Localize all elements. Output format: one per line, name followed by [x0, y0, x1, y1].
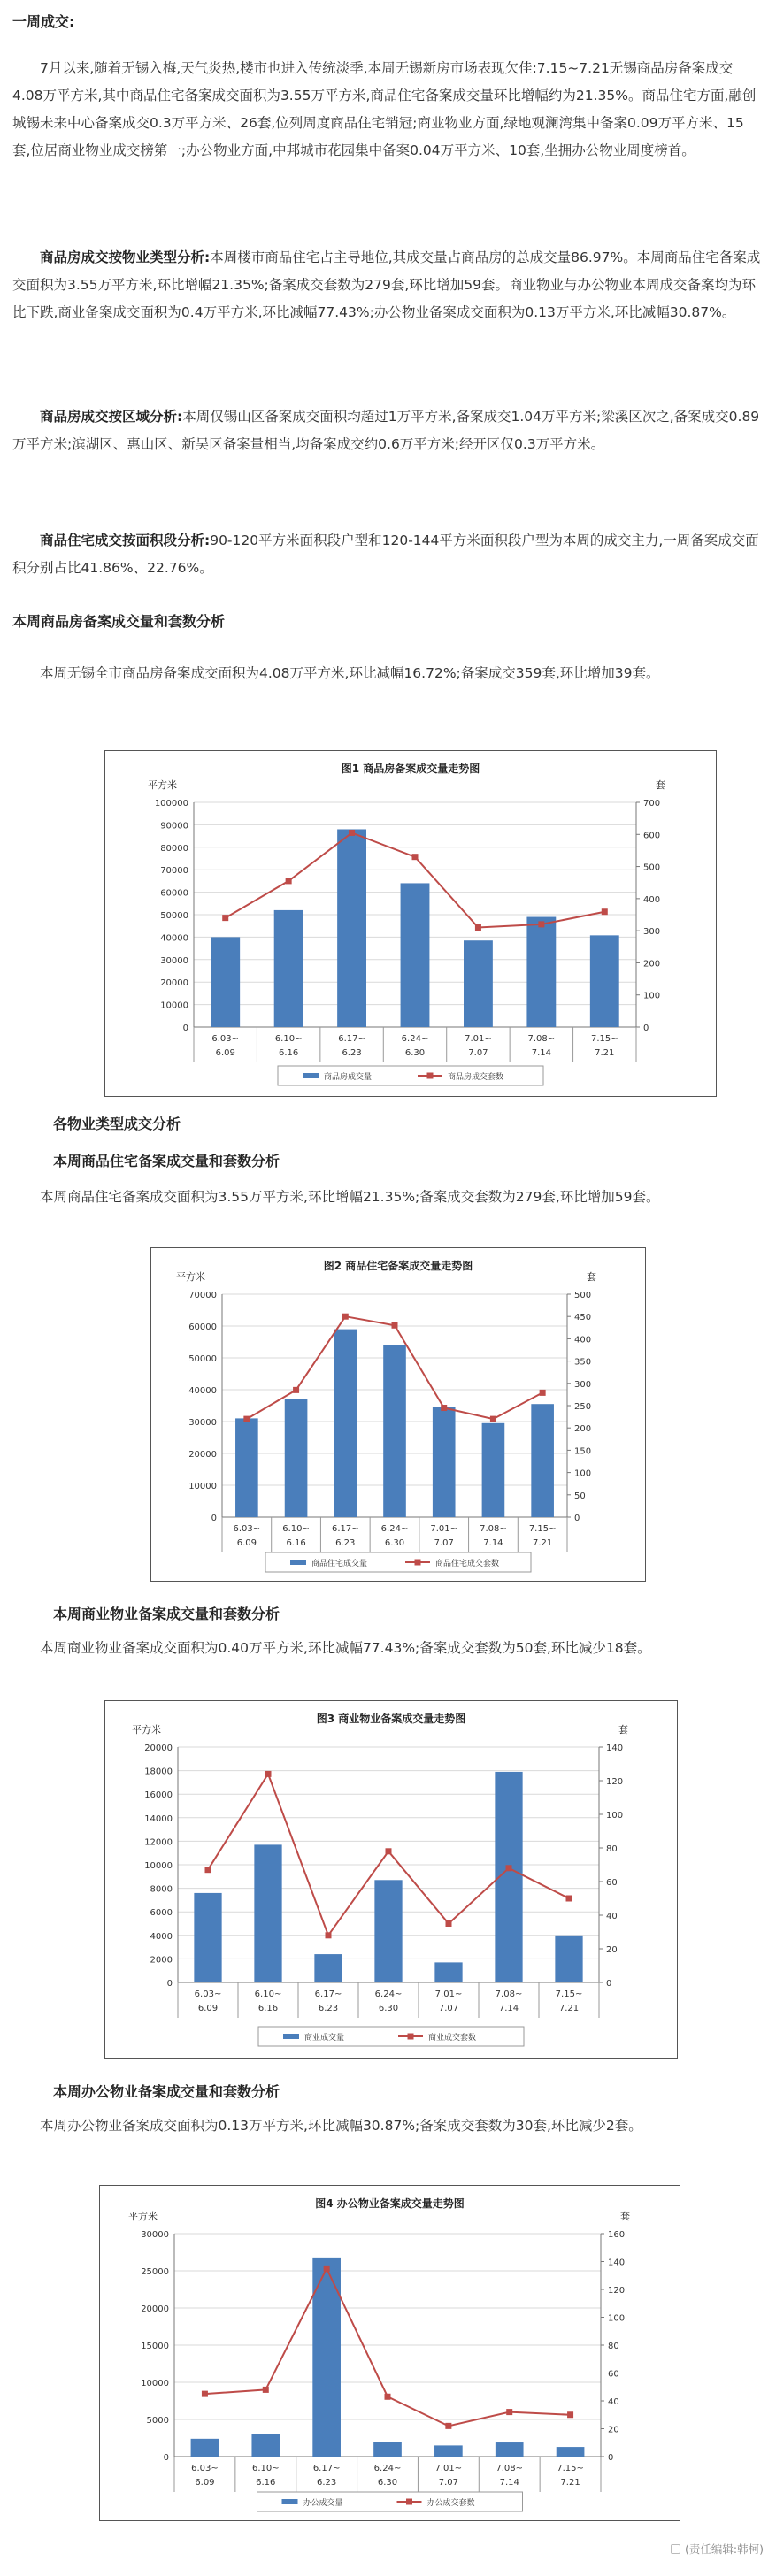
- line-point: [202, 2391, 208, 2397]
- s4-paragraph: 本周办公物业备案成交面积为0.13万平方米,环比减幅30.87%;备案成交套数为30套,环比减少2套。: [40, 2118, 642, 2134]
- x-tick-label: 6.16: [256, 2478, 276, 2488]
- y-left-tick-label: 10000: [144, 1861, 173, 1871]
- y-left-tick-label: 50000: [188, 1354, 217, 1364]
- y-right-tick-label: 300: [574, 1379, 592, 1390]
- line-point: [538, 921, 544, 927]
- y-left-tick-label: 5000: [146, 2416, 169, 2426]
- legend-line-marker: [427, 1073, 434, 1079]
- x-tick-label: 6.23: [335, 1538, 356, 1548]
- x-tick-label: 7.08~: [495, 1990, 523, 1999]
- area-analysis-text: 本周仅锡山区备案成交面积均超过1万平方米,备案成交1.04万平方米;梁溪区次之,备案成交0.89万平方米;滨湖区、惠山区、新吴区备案量相当,均备案成交约0.6万平方米;经开区仅0.3万平方米。: [12, 409, 760, 452]
- legend-line-label: 办公成交套数: [426, 2499, 475, 2508]
- y-right-tick-label: 80: [608, 2342, 619, 2351]
- x-tick-label: 6.23: [342, 1048, 362, 1058]
- x-tick-label: 6.23: [317, 2478, 337, 2488]
- line-point: [222, 915, 228, 921]
- y-right-tick-label: 80: [606, 1844, 618, 1854]
- y-right-tick-label: 100: [574, 1468, 592, 1479]
- y-axis-left-label: 平方米: [132, 1724, 161, 1736]
- line-point: [490, 1416, 496, 1422]
- line-point: [506, 2409, 512, 2415]
- bar: [285, 1399, 308, 1517]
- y-left-tick-label: 60000: [188, 1322, 217, 1332]
- bar: [383, 1346, 406, 1517]
- y-left-tick-label: 0: [163, 2453, 169, 2463]
- y-left-tick-label: 14000: [144, 1813, 173, 1824]
- y-left-tick-label: 6000: [150, 1908, 173, 1919]
- y-left-tick-label: 20000: [141, 2304, 169, 2314]
- bar: [274, 910, 303, 1027]
- y-left-tick-label: 50000: [160, 911, 188, 921]
- bar: [590, 935, 619, 1027]
- bar: [555, 1936, 582, 1982]
- y-axis-left-label: 平方米: [148, 779, 177, 791]
- line-point: [324, 2266, 330, 2272]
- type-analysis-text: 本周楼市商品住宅占主导地位,其成交量占商品房的总成交量86.97%。本周商品住宅备案成交面积为3.55万平方米,环比增幅21.35%;备案成交套数为279套,环比增加59套。商业物业与办公物业本周成交备案均为环比下跌,商业备案成交面积为0.4万平方米,环比减幅77.43%;办公物业备案成交面积为0.13万平方米,环比减幅30.87%。: [12, 249, 761, 320]
- line-point: [349, 830, 355, 836]
- legend-line-marker: [415, 1560, 421, 1566]
- line-point: [446, 1920, 452, 1927]
- x-tick-label: 6.09: [195, 2478, 215, 2488]
- chart-3: [104, 1700, 678, 2059]
- y-right-tick-label: 0: [606, 1979, 612, 1989]
- chart-4: [99, 2185, 680, 2521]
- y-left-tick-label: 0: [166, 1979, 173, 1989]
- y-left-tick-label: 10000: [188, 1482, 217, 1491]
- y-axis-right-label: 套: [587, 1271, 596, 1283]
- chart-2-svg: [151, 1248, 645, 1581]
- legend-line-label: 商品房成交套数: [448, 1073, 504, 1082]
- x-tick-label: 6.10~: [282, 1524, 310, 1534]
- y-left-tick-label: 70000: [160, 866, 188, 877]
- section-title-week: 一周成交:: [12, 13, 75, 30]
- x-tick-label: 6.16: [286, 1538, 306, 1548]
- line-point: [566, 1896, 572, 1902]
- y-left-tick-label: 30000: [160, 955, 188, 966]
- bar: [433, 1407, 456, 1517]
- x-tick-label: 7.07: [438, 2004, 459, 2013]
- bar: [557, 2447, 585, 2457]
- y-left-tick-label: 16000: [144, 1790, 173, 1801]
- chart-1-svg: [105, 751, 716, 1096]
- x-tick-label: 7.15~: [528, 1524, 557, 1534]
- y-right-tick-label: 200: [574, 1424, 592, 1435]
- bar: [374, 1880, 402, 1982]
- y-right-tick-label: 0: [643, 1024, 649, 1033]
- bar: [334, 1330, 357, 1517]
- x-tick-label: 6.03~: [233, 1524, 261, 1534]
- x-tick-label: 6.03~: [211, 1034, 240, 1044]
- section-title-s2: 各物业类型成交分析: [53, 1116, 181, 1132]
- x-tick-label: 6.10~: [274, 1034, 303, 1044]
- chart-title: 图2 商品住宅备案成交量走势图: [323, 1260, 473, 1272]
- bar: [464, 940, 493, 1027]
- y-left-tick-label: 70000: [188, 1291, 217, 1300]
- x-tick-label: 6.03~: [191, 2464, 219, 2473]
- y-left-tick-label: 0: [182, 1024, 188, 1033]
- y-left-tick-label: 30000: [188, 1418, 217, 1428]
- x-tick-label: 7.01~: [434, 2464, 463, 2473]
- y-right-tick-label: 250: [574, 1402, 592, 1412]
- y-left-tick-label: 4000: [150, 1931, 173, 1942]
- size-analysis-paragraph: [12, 527, 761, 582]
- y-left-tick-label: 40000: [188, 1386, 217, 1396]
- y-right-tick-label: 60: [608, 2369, 619, 2380]
- section-title-s3: 本周商业物业备案成交量和套数分析: [53, 1606, 280, 1622]
- x-tick-label: 7.07: [434, 1538, 454, 1548]
- y-left-tick-label: 80000: [160, 843, 188, 854]
- x-tick-label: 7.14: [498, 2004, 519, 2013]
- y-right-tick-label: 400: [643, 894, 661, 905]
- x-tick-label: 7.01~: [430, 1524, 458, 1534]
- x-tick-label: 7.21: [558, 2004, 580, 2013]
- x-tick-label: 6.24~: [401, 1034, 429, 1044]
- legend-line-label: 商品住宅成交套数: [435, 1560, 500, 1568]
- bar: [531, 1404, 554, 1517]
- y-right-tick-label: 450: [574, 1313, 592, 1323]
- x-tick-label: 6.24~: [373, 2464, 402, 2473]
- document-icon: [671, 2544, 680, 2554]
- x-tick-label: 7.21: [595, 1048, 615, 1058]
- x-tick-label: 7.07: [438, 2478, 458, 2488]
- x-tick-label: 7.21: [533, 1538, 553, 1548]
- x-tick-label: 6.16: [257, 2004, 279, 2013]
- line-point: [205, 1867, 211, 1873]
- x-tick-label: 6.30: [378, 2004, 399, 2013]
- size-analysis-lead: 商品住宅成交按面积段分析:: [40, 533, 211, 548]
- x-tick-label: 7.14: [483, 1538, 503, 1548]
- x-tick-label: 7.21: [560, 2478, 580, 2488]
- y-right-tick-label: 0: [608, 2453, 614, 2463]
- line-point: [602, 908, 608, 915]
- x-tick-label: 6.30: [384, 1538, 405, 1548]
- y-left-tick-label: 10000: [160, 1000, 188, 1011]
- bar: [254, 1844, 281, 1982]
- legend-bar-label: 商业成交量: [304, 2034, 345, 2043]
- y-left-tick-label: 40000: [160, 933, 188, 944]
- series-line: [204, 2268, 570, 2426]
- bar: [496, 2442, 524, 2457]
- bar: [434, 1962, 462, 1982]
- x-tick-label: 6.24~: [374, 1990, 403, 1999]
- bar: [235, 1418, 258, 1517]
- y-left-tick-label: 20000: [160, 978, 188, 989]
- legend-line-marker: [408, 2034, 414, 2040]
- y-right-tick-label: 20: [606, 1945, 618, 1955]
- y-left-tick-label: 15000: [141, 2342, 169, 2351]
- x-tick-label: 6.23: [318, 2004, 339, 2013]
- legend-bar-swatch: [282, 2499, 298, 2504]
- y-right-tick-label: 120: [606, 1777, 624, 1787]
- y-left-tick-label: 90000: [160, 821, 188, 832]
- bar: [194, 1893, 221, 1982]
- x-tick-label: 6.03~: [194, 1990, 222, 1999]
- y-left-tick-label: 12000: [144, 1837, 173, 1848]
- legend-bar-swatch: [290, 1560, 306, 1565]
- line-point: [243, 1416, 250, 1422]
- x-tick-label: 6.09: [215, 1048, 235, 1058]
- x-tick-label: 7.15~: [555, 1990, 583, 1999]
- line-point: [441, 1405, 447, 1411]
- legend-line-marker: [406, 2499, 412, 2505]
- y-axis-left-label: 平方米: [176, 1271, 205, 1283]
- legend-bar-label: 商品房成交量: [324, 1073, 373, 1082]
- x-tick-label: 7.08~: [480, 1524, 507, 1534]
- y-right-tick-label: 350: [574, 1357, 592, 1368]
- y-right-tick-label: 0: [574, 1514, 580, 1523]
- y-axis-right-label: 套: [618, 1724, 628, 1736]
- y-right-tick-label: 60: [606, 1878, 618, 1888]
- x-tick-label: 6.10~: [251, 2464, 280, 2473]
- line-point: [506, 1865, 512, 1871]
- chart-1: [104, 750, 717, 1097]
- y-left-tick-label: 8000: [150, 1884, 173, 1895]
- y-left-tick-label: 100000: [154, 799, 188, 809]
- x-tick-label: 6.17~: [312, 2464, 341, 2473]
- s2-paragraph: 本周商品住宅备案成交面积为3.55万平方米,环比增幅21.35%;备案成交套数为279套,环比增加59套。: [40, 1189, 660, 1205]
- line-point: [293, 1387, 299, 1393]
- line-point: [326, 1932, 332, 1938]
- intro-paragraph: 7月以来,随着无锡入梅,天气炎热,楼市也进入传统淡季,本周无锡新房市场表现欠佳:7.15~7.21无锡商品房备案成交4.08万平方米,其中商品住宅备案成交面积为3.55万平方米,商品住宅备案成交量环比增幅约为21.35%。商品住宅方面,融创城锡未来中心备案成交0.3万平方米、26套,位列周度商品住宅销冠;商业物业方面,绿地观澜湾集中备案0.09万平方米、15套,位居商业物业成交榜第一;办公物业方面,中邦城市花园集中备案0.04万平方米、10套,坐拥办公物业周度榜首。: [12, 60, 757, 158]
- x-tick-label: 6.17~: [314, 1990, 342, 1999]
- x-tick-label: 6.24~: [380, 1524, 409, 1534]
- bar: [251, 2434, 280, 2457]
- y-axis-right-label: 套: [656, 779, 665, 791]
- chart-4-svg: [100, 2186, 680, 2520]
- line-point: [412, 854, 419, 860]
- y-right-tick-label: 300: [643, 927, 661, 938]
- y-right-tick-label: 50: [574, 1491, 586, 1501]
- y-axis-left-label: 平方米: [128, 2211, 158, 2222]
- editor-credit: [671, 2541, 764, 2557]
- x-tick-label: 7.08~: [527, 1034, 556, 1044]
- bar: [434, 2445, 463, 2457]
- line-point: [475, 924, 481, 931]
- chart-title: 图4 办公物业备案成交量走势图: [315, 2197, 465, 2210]
- type-analysis-paragraph: [12, 244, 761, 326]
- x-tick-label: 7.01~: [434, 1990, 463, 1999]
- y-left-tick-label: 0: [211, 1514, 217, 1523]
- line-point: [445, 2423, 451, 2429]
- chart-3-svg: [105, 1701, 677, 2058]
- x-tick-label: 6.09: [197, 2004, 219, 2013]
- y-right-tick-label: 40: [606, 1912, 618, 1921]
- x-tick-label: 6.16: [279, 1048, 299, 1058]
- bar: [401, 883, 430, 1027]
- y-left-tick-label: 30000: [141, 2230, 169, 2240]
- section-subtitle-s2: 本周商品住宅备案成交量和套数分析: [53, 1153, 280, 1169]
- bar: [526, 917, 556, 1027]
- s1-paragraph: 本周无锡全市商品房备案成交面积为4.08万平方米,环比减幅16.72%;备案成交359套,环比增加39套。: [40, 665, 660, 681]
- line-point: [385, 2394, 391, 2400]
- chart-title: 图1 商品房备案成交量走势图: [341, 763, 480, 775]
- y-right-tick-label: 40: [608, 2397, 619, 2407]
- y-right-tick-label: 400: [574, 1335, 592, 1346]
- legend-bar-label: 商品住宅成交量: [311, 1560, 368, 1568]
- size-analysis-text: 90-120平方米面积段户型和120-144平方米面积段户型为本周的成交主力,一周备案成交面积分别占比41.86%、22.76%。: [12, 533, 759, 576]
- legend-line-label: 商业成交套数: [428, 2034, 477, 2043]
- y-left-tick-label: 10000: [141, 2379, 169, 2388]
- x-tick-label: 7.07: [468, 1048, 488, 1058]
- legend-bar-label: 办公成交量: [303, 2499, 343, 2508]
- section-title-s1: 本周商品房备案成交量和套数分析: [12, 613, 226, 630]
- x-tick-label: 7.14: [531, 1048, 551, 1058]
- x-tick-label: 6.30: [404, 1048, 426, 1058]
- y-right-tick-label: 160: [608, 2230, 626, 2240]
- y-axis-right-label: 套: [620, 2211, 630, 2222]
- y-left-tick-label: 20000: [188, 1450, 217, 1460]
- y-right-tick-label: 140: [608, 2258, 626, 2268]
- area-analysis-paragraph: [12, 403, 761, 458]
- area-analysis-lead: 商品房成交按区域分析:: [40, 409, 183, 425]
- x-tick-label: 7.15~: [557, 2464, 584, 2473]
- line-point: [386, 1848, 392, 1854]
- y-left-tick-label: 2000: [150, 1955, 173, 1966]
- x-tick-label: 6.09: [236, 1538, 257, 1548]
- y-left-tick-label: 60000: [160, 888, 188, 899]
- section-title-s4: 本周办公物业备案成交量和套数分析: [53, 2083, 280, 2100]
- line-point: [392, 1322, 398, 1329]
- bar: [373, 2442, 402, 2457]
- x-tick-label: 6.17~: [331, 1524, 359, 1534]
- x-tick-label: 7.15~: [590, 1034, 618, 1044]
- legend-bar-swatch: [283, 2034, 299, 2039]
- line-point: [342, 1314, 349, 1320]
- editor-credit-text: (责任编辑:韩柯): [685, 2542, 764, 2556]
- bar: [211, 937, 240, 1027]
- bar: [337, 829, 366, 1027]
- line-point: [567, 2411, 573, 2418]
- x-tick-label: 6.10~: [254, 1990, 282, 1999]
- bar: [191, 2439, 219, 2457]
- bar: [482, 1423, 505, 1517]
- x-tick-label: 6.30: [377, 2478, 398, 2488]
- x-tick-label: 6.17~: [338, 1034, 365, 1044]
- line-point: [265, 1771, 272, 1777]
- chart-title: 图3 商业物业备案成交量走势图: [316, 1713, 466, 1725]
- y-right-tick-label: 600: [643, 831, 661, 841]
- s3-paragraph: 本周商业物业备案成交面积为0.40万平方米,环比减幅77.43%;备案成交套数为50套,环比减少18套。: [40, 1640, 651, 1656]
- y-left-tick-label: 25000: [141, 2267, 169, 2277]
- line-point: [286, 878, 292, 884]
- y-right-tick-label: 150: [574, 1446, 592, 1457]
- y-right-tick-label: 120: [608, 2286, 626, 2296]
- y-right-tick-label: 500: [643, 862, 661, 873]
- x-tick-label: 7.14: [499, 2478, 519, 2488]
- type-analysis-lead: 商品房成交按物业类型分析:: [40, 249, 211, 265]
- y-left-tick-label: 20000: [144, 1744, 173, 1753]
- y-right-tick-label: 500: [574, 1291, 592, 1300]
- line-point: [263, 2387, 269, 2393]
- legend-bar-swatch: [303, 1073, 319, 1078]
- x-tick-label: 7.08~: [496, 2464, 524, 2473]
- y-right-tick-label: 140: [606, 1744, 624, 1753]
- y-right-tick-label: 100: [608, 2313, 626, 2324]
- y-right-tick-label: 200: [643, 959, 661, 970]
- line-point: [540, 1390, 546, 1396]
- y-right-tick-label: 100: [643, 991, 661, 1001]
- x-tick-label: 7.01~: [465, 1034, 492, 1044]
- y-right-tick-label: 20: [608, 2425, 619, 2435]
- y-right-tick-label: 100: [606, 1811, 624, 1821]
- y-left-tick-label: 18000: [144, 1767, 173, 1777]
- chart-2: [150, 1247, 646, 1582]
- bar: [314, 1954, 342, 1982]
- y-right-tick-label: 700: [643, 799, 661, 809]
